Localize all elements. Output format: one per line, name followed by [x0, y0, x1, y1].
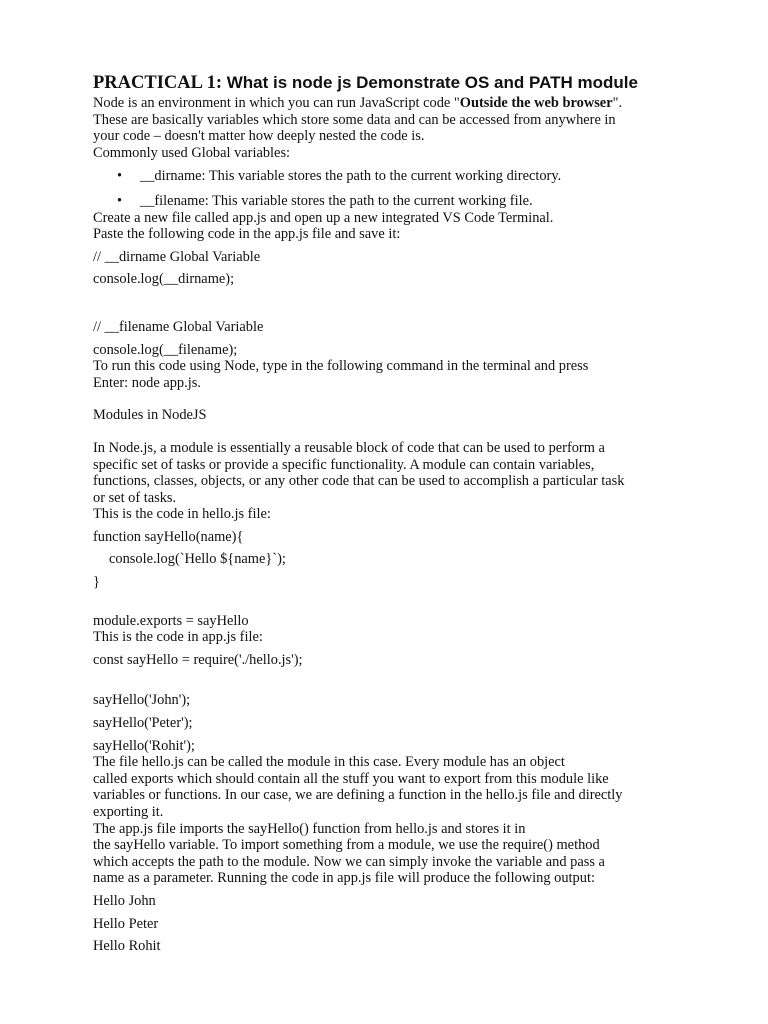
explain-line: exporting it.: [93, 804, 164, 820]
modules-paragraph-line: or set of tasks.: [93, 489, 177, 506]
output-line: Hello Rohit: [93, 938, 161, 955]
run-text-line-2: Enter: node app.js.: [93, 374, 201, 391]
explain-line: which accepts the path to the module. Now we can simply invoke the variable and pass a: [93, 853, 605, 870]
code-line: sayHello('Peter');: [93, 715, 193, 732]
modules-paragraph-line: specific set of tasks or provide a specific functionality. A module can contain variables,: [93, 456, 595, 473]
run-text-line-1: To run this code using Node, type in the following command in the terminal and press: [93, 358, 589, 375]
paste-code-text: Paste the following code in the app.js file and save it:: [93, 226, 401, 243]
code-comment: // __dirname Global Variable: [93, 248, 261, 265]
document-page: [93, 72, 693, 955]
code-line: console.log(`Hello ${name}`);: [109, 551, 286, 568]
modules-paragraph-line: In Node.js, a module is essentially a reusable block of code that can be used to perform a: [93, 439, 605, 456]
section-heading: Modules in NodeJS: [93, 407, 207, 424]
page-title: PRACTICAL 1: What is node js Demonstrate OS and PATH module: [93, 73, 638, 93]
explain-line: called exports which should contain all the stuff you want to export from this module like: [93, 770, 609, 787]
bullet-icon: •: [117, 168, 123, 185]
app-intro: This is the code in app.js file:: [93, 629, 263, 646]
output-line: Hello Peter: [93, 915, 159, 932]
modules-paragraph-line: functions, classes, objects, or any other code that can be used to accomplish a particular task: [93, 473, 625, 490]
globals-heading: Commonly used Global variables:: [93, 144, 291, 161]
code-line: const sayHello = require('./hello.js');: [93, 651, 303, 668]
explain-line: name as a parameter. Running the code in app.js file will produce the following output:: [93, 870, 595, 887]
bullet-icon: •: [117, 192, 123, 209]
explain-line: the sayHello variable. To import something from a module, we use the require() method: [93, 837, 600, 854]
hello-intro: This is the code in hello.js file:: [93, 506, 271, 523]
code-line: console.log(__filename);: [93, 341, 238, 358]
code-line: sayHello('Rohit');: [93, 737, 195, 754]
code-comment: // __filename Global Variable: [93, 318, 264, 335]
globals-list: [93, 168, 693, 209]
intro-line-1: Node is an environment in which you can run JavaScript code "Outside the web browser".: [93, 95, 623, 111]
intro-line-2: These are basically variables which store some data and can be accessed from anywhere in: [93, 111, 616, 128]
intro-line-3: your code – doesn't matter how deeply nested the code is.: [93, 128, 425, 145]
create-file-text: Create a new file called app.js and open up a new integrated VS Code Terminal.: [93, 209, 554, 226]
list-item: • __dirname: This variable stores the path to the current working directory.: [117, 168, 562, 185]
explain-line: The app.js file imports the sayHello() function from hello.js and stores it in: [93, 820, 526, 837]
list-item: • __filename: This variable stores the path to the current working file.: [117, 192, 533, 209]
code-line: }: [93, 574, 100, 591]
code-line: console.log(__dirname);: [93, 271, 235, 288]
code-line: sayHello('John');: [93, 692, 191, 709]
explain-line: variables or functions. In our case, we are defining a function in the hello.js file and directly: [93, 787, 623, 804]
output-line: Hello John: [93, 892, 156, 909]
code-line: function sayHello(name){: [93, 528, 244, 545]
explain-line: The file hello.js can be called the module in this case. Every module has an object: [93, 754, 565, 771]
code-line: module.exports = sayHello: [93, 612, 249, 629]
